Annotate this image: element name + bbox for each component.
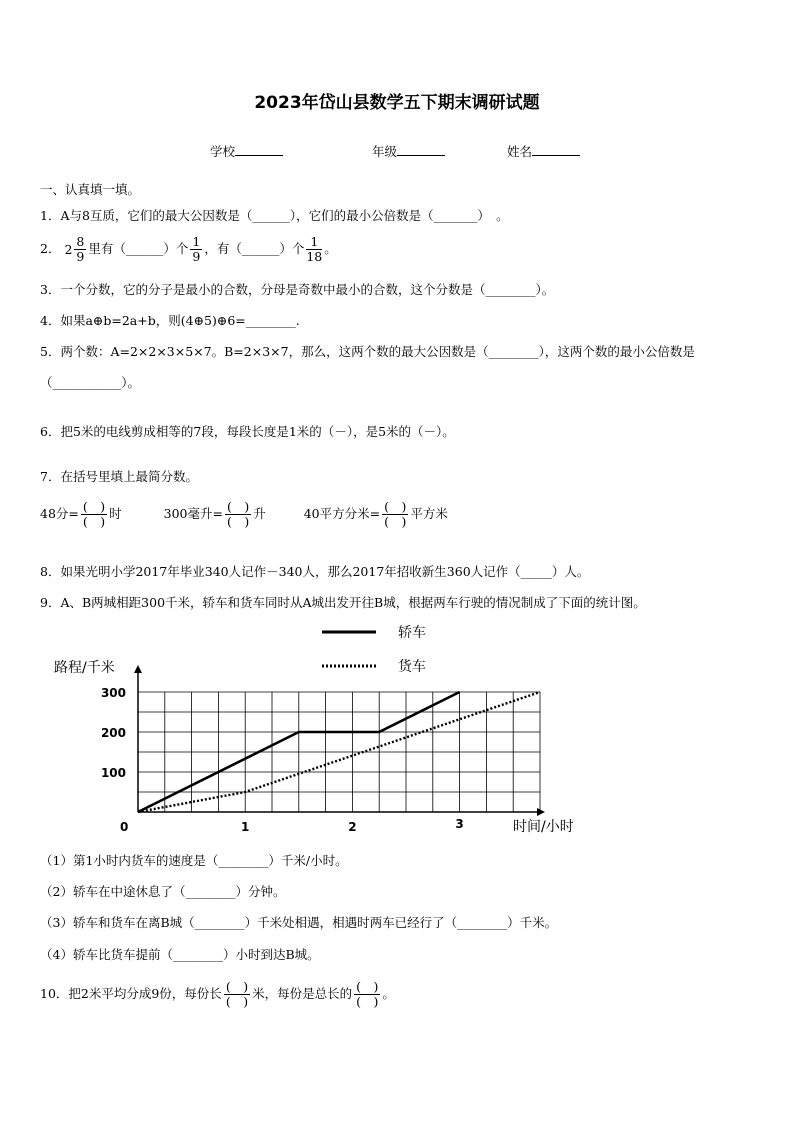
q2-fraction-3 (306, 235, 322, 264)
q2-fraction-2 (190, 235, 202, 264)
q7b-den[interactable]: ( ) (226, 514, 250, 529)
y-tick-labels (101, 686, 126, 780)
q2-whole: 2 (64, 241, 73, 257)
q2-f3-num: 1 (306, 235, 322, 250)
question-9-part-3: （3）轿车和货车在离B城（________）千米处相遇，相遇时两车已经行了（________）千米。 (40, 915, 558, 930)
x-tick-label: 1 (241, 820, 250, 834)
q2-f3-den: 18 (306, 249, 323, 264)
question-9-part-4: （4）轿车比货车提前（________）小时到达B城。 (40, 947, 320, 962)
x-tick-label: 3 (455, 817, 464, 831)
q7c-unit: 平方米 (410, 506, 448, 521)
q10-f1-den[interactable]: ( ) (225, 994, 249, 1009)
q2-f2-den: 9 (192, 249, 201, 264)
question-3: 3．一个分数，它的分子是最小的合数，分母是奇数中最小的合数，这个分数是（________）。 (40, 282, 555, 297)
q10-fraction-2[interactable] (354, 980, 380, 1009)
question-7: 7．在括号里填上最简分数。 (40, 469, 198, 484)
question-10 (40, 980, 395, 1009)
q2-mid1: 里有（______）个 (88, 241, 189, 256)
grade-blank[interactable] (397, 143, 445, 156)
q10-mid: 米，每份是总长的 (252, 986, 353, 1001)
q10-prefix: 10．把2米平均分成9份，每份长 (40, 986, 222, 1001)
q7c-prefix: 40平方分米= (303, 506, 381, 521)
name-blank[interactable] (532, 143, 580, 156)
q7b-num[interactable]: ( ) (226, 499, 250, 514)
question-9-part-2: （2）轿车在中途休息了（________）分钟。 (40, 884, 286, 899)
q2-f1-den: 9 (76, 249, 85, 264)
q7b-unit: 升 (253, 506, 266, 521)
question-9-part-1: （1）第1小时内货车的速度是（________）千米/小时。 (40, 853, 348, 868)
q7a-fraction[interactable] (81, 500, 107, 529)
y-tick-label: 100 (100, 766, 126, 780)
q2-f2-num: 1 (192, 234, 201, 249)
y-axis-label: 路程/千米 (54, 660, 115, 676)
q10-end: 。 (382, 986, 395, 1001)
question-4: 4．如果a⊕b=2a+b，则(4⊕5)⊕6=________. (40, 313, 300, 328)
q7a-den[interactable]: ( ) (82, 514, 106, 529)
q7a-num[interactable]: ( ) (82, 499, 106, 514)
chart-grid (138, 692, 540, 812)
q10-f2-num[interactable]: ( ) (356, 979, 379, 994)
question-6: 6．把5米的电线剪成相等的7段，每段长度是1米的（－），是5米的（－）。 (40, 424, 455, 439)
origin-label: 0 (120, 820, 129, 834)
question-1: 1．A与8互质，它们的最大公因数是（______），它们的最小公倍数是（_______） 。 (40, 208, 509, 223)
q7a-unit: 时 (109, 506, 122, 521)
page-title: 2023年岱山县数学五下期末调研试题 (254, 93, 540, 113)
q2-mid2: ，有（______）个 (204, 241, 305, 256)
legend-label-car: 轿车 (398, 625, 426, 641)
y-tick-label: 200 (100, 726, 126, 740)
question-9: 9．A、B两城相距300千米，轿车和货车同时从A城出发开往B城，根据两车行驶的情况制成了下面的统计图。 (40, 595, 646, 610)
question-7-items (40, 500, 448, 529)
question-2 (40, 235, 337, 264)
school-blank[interactable] (235, 143, 283, 156)
q7c-fraction[interactable] (382, 500, 408, 529)
question-5-line-2: （___________）。 (40, 375, 141, 390)
q2-f1-num: 8 (76, 234, 85, 249)
q10-f1-num[interactable]: ( ) (225, 979, 249, 994)
grade-label: 年级 (372, 144, 398, 159)
q2-prefix: 2． (40, 241, 61, 256)
school-label: 学校 (210, 144, 236, 159)
q2-fraction-1 (74, 235, 86, 264)
q7a-prefix: 48分= (40, 506, 79, 521)
x-axis-arrow (537, 808, 545, 816)
name-label: 姓名 (507, 144, 533, 159)
y-axis-arrow (134, 665, 142, 673)
question-5-line-1: 5．两个数：A=2×2×3×5×7。B=2×3×7，那么，这两个数的最大公因数是（________），这两个数的最小公倍数是 (40, 344, 695, 359)
school-field[interactable] (210, 142, 283, 160)
x-tick-labels (241, 817, 464, 834)
q7c-den[interactable]: ( ) (384, 514, 407, 529)
x-axis-label: 时间/小时 (513, 819, 574, 835)
grade-field[interactable] (372, 142, 445, 160)
x-tick-label: 2 (348, 820, 357, 834)
q7b-fraction[interactable] (225, 500, 251, 529)
name-field[interactable] (507, 142, 580, 160)
q2-suffix: 。 (324, 241, 337, 256)
y-tick-label: 300 (100, 686, 126, 700)
question-8: 8．如果光明小学2017年毕业340人记作－340人，那么2017年招收新生360人记作（_____）人。 (40, 564, 590, 579)
section-heading: 一、认真填一填。 (40, 182, 141, 197)
q7b-prefix: 300毫升= (163, 506, 223, 521)
distance-time-chart (40, 615, 600, 845)
q7c-num[interactable]: ( ) (384, 499, 407, 514)
legend-label-truck: 货车 (398, 659, 426, 675)
q10-f2-den[interactable]: ( ) (356, 994, 379, 1009)
q10-fraction-1[interactable] (224, 980, 250, 1009)
